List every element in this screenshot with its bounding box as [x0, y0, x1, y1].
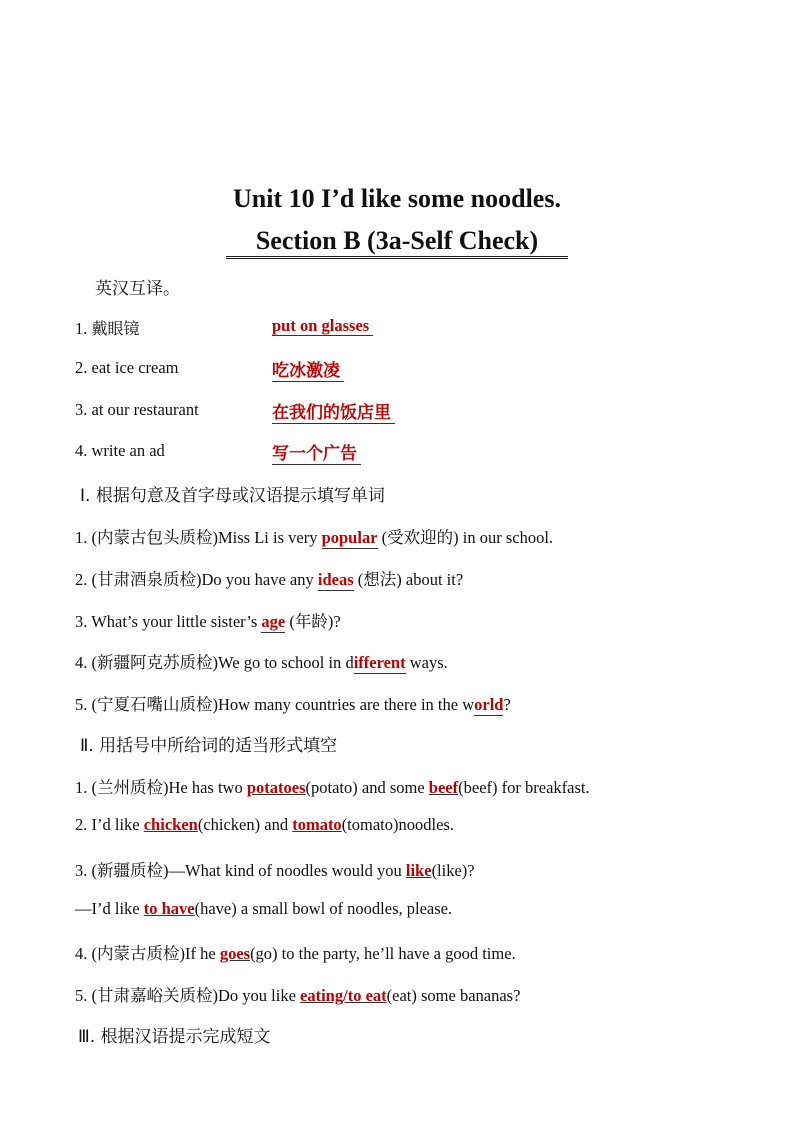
question-text: 1. (内蒙古包头质检)Miss Li is very [75, 528, 322, 547]
part2-question-3-reply [75, 899, 452, 919]
answer-text: tomato [292, 815, 342, 834]
answer-text: age [261, 612, 286, 631]
answer-blank [354, 653, 406, 674]
part2-question-2 [75, 815, 454, 835]
answer-blank [318, 570, 354, 591]
question-text: (potato) and some [305, 778, 429, 797]
translate-item-1 [75, 316, 140, 339]
translate-answer-3 [272, 398, 395, 423]
question-text: (beef) for breakfast. [458, 778, 590, 797]
answer-text: like [405, 861, 432, 880]
answer-text: eating/to eat [300, 986, 387, 1005]
question-text: (like)? [431, 861, 475, 880]
translate-item-2 [75, 358, 179, 378]
item-answer: 写一个广告 [272, 444, 361, 465]
part1-question-2 [75, 566, 463, 591]
answer-blank [261, 612, 285, 633]
item-prompt: 戴眼镜 [91, 319, 140, 338]
question-text: (go) to the party, he’ll have a good time. [250, 944, 516, 963]
part1-question-5 [75, 691, 511, 716]
question-text: 4. (新疆阿克苏质检)We go to school in [75, 653, 346, 672]
part2-question-4 [75, 940, 516, 964]
item-number: 1. [75, 319, 88, 338]
section-title-wrap [0, 226, 794, 259]
part3-heading: Ⅲ. 根据汉语提示完成短文 [78, 1027, 271, 1047]
item-prompt: eat ice cream [91, 358, 179, 377]
question-text: (have) a small bowl of noodles, please. [194, 899, 453, 918]
section-title: Section B (3a-Self Check) [226, 226, 568, 259]
item-answer: 在我们的饭店里 [272, 403, 395, 424]
answer-text: potatoes [246, 778, 306, 797]
item-number: 3. [75, 400, 88, 419]
part0-heading: 英汉互译。 [95, 279, 180, 299]
part2-question-1 [75, 774, 590, 798]
item-answer: 吃冰激凌 [272, 361, 344, 382]
question-text: (想法) about it? [353, 570, 464, 589]
answer-text: ifferent [353, 653, 406, 672]
answer-text: beef [428, 778, 459, 797]
part1-question-3 [75, 608, 341, 633]
answer-text: to have [143, 899, 195, 918]
question-text: (年龄)? [285, 612, 341, 631]
question-text: 3. (新疆质检)—What kind of noodles would you [75, 861, 406, 880]
item-prompt: at our restaurant [91, 400, 199, 419]
question-text: —I’d like [75, 899, 144, 918]
item-prompt: write an ad [91, 441, 165, 460]
answer-text: goes [219, 944, 251, 963]
part2-question-5 [75, 982, 520, 1006]
question-text: (tomato)noodles. [341, 815, 454, 834]
translate-answer-2 [272, 356, 344, 381]
question-text: (eat) some bananas? [386, 986, 521, 1005]
question-text: (受欢迎的) in our school. [377, 528, 554, 547]
item-number: 2. [75, 358, 88, 377]
part2-heading: Ⅱ. 用括号中所给词的适当形式填空 [80, 736, 338, 756]
first-letter-hint: w [462, 695, 475, 714]
question-text: 4. (内蒙古质检)If he [75, 944, 220, 963]
question-text: 2. (甘肃酒泉质检)Do you have any [75, 570, 318, 589]
question-text: 5. (甘肃嘉峪关质检)Do you like [75, 986, 301, 1005]
part1-heading: Ⅰ. 根据句意及首字母或汉语提示填写单词 [80, 486, 385, 506]
question-text: 1. (兰州质检)He has two [75, 778, 247, 797]
part1-question-1 [75, 524, 553, 549]
first-letter-hint: d [345, 653, 354, 672]
question-text: 2. I’d like [75, 815, 144, 834]
question-text: ways. [405, 653, 448, 672]
part1-question-4 [75, 649, 448, 674]
translate-answer-1 [272, 316, 373, 336]
part2-question-3 [75, 857, 475, 881]
question-text: (chicken) and [197, 815, 293, 834]
answer-blank [322, 528, 378, 549]
answer-text: popular [321, 528, 378, 547]
unit-title: Unit 10 I’d like some noodles. [233, 184, 561, 213]
answer-blank [474, 695, 503, 716]
question-text: 3. What’s your little sister’s [75, 612, 262, 631]
translate-answer-4 [272, 439, 361, 464]
answer-text: orld [474, 695, 504, 714]
answer-text: chicken [143, 815, 198, 834]
translate-item-4 [75, 441, 165, 461]
question-text: 5. (宁夏石嘴山质检)How many countries are there in the [75, 695, 463, 714]
item-answer: put on glasses [272, 316, 373, 336]
item-number: 4. [75, 441, 88, 460]
answer-text: ideas [317, 570, 354, 589]
translate-item-3 [75, 400, 199, 420]
question-text: ? [503, 695, 511, 714]
